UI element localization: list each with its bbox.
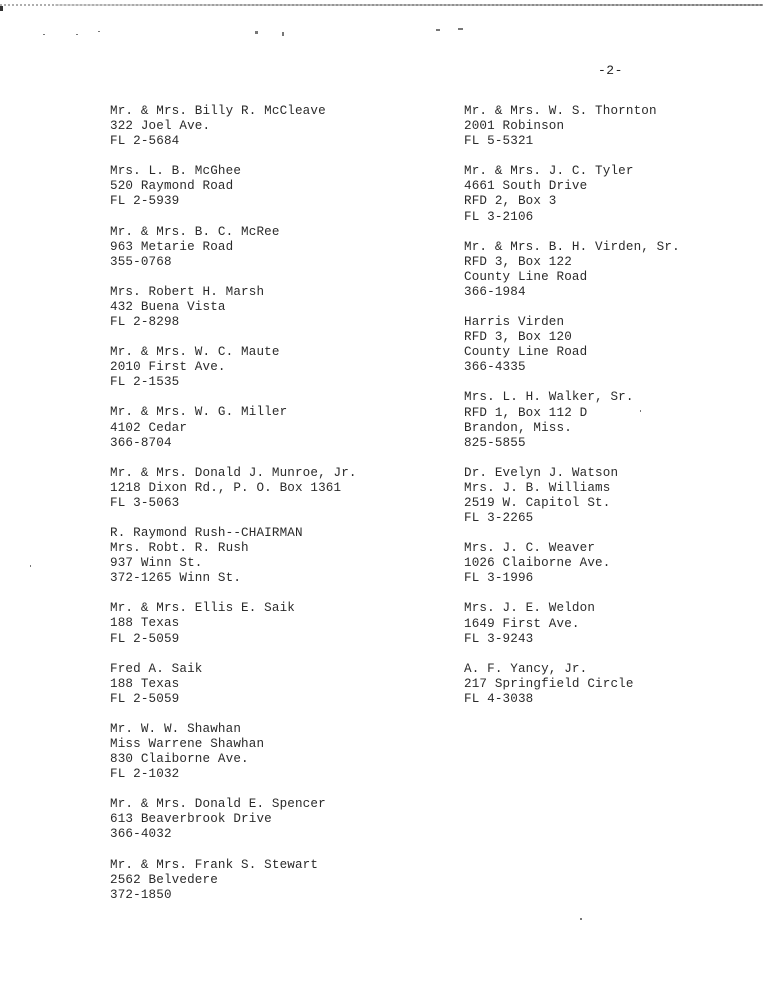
entry-address-line: RFD 3, Box 120: [464, 330, 572, 345]
entry-name: Harris Virden: [464, 315, 565, 330]
entry-phone: 366-4032: [110, 827, 172, 842]
entry-name: Dr. Evelyn J. Watson: [464, 465, 619, 480]
entry-name: A. F. Yancy, Jr.: [464, 661, 588, 676]
entry-address-line: 217 Springfield Circle: [464, 676, 634, 691]
directory-entry: [464, 104, 680, 149]
entry-name: Mr. & Mrs. B. H. Virden, Sr.: [464, 239, 680, 254]
scan-speck: [255, 31, 258, 34]
scan-speck: [580, 918, 582, 920]
entry-phone: FL 2-1535: [110, 375, 180, 390]
directory-entry: [464, 390, 680, 450]
entry-name: Mr. & Mrs. Billy R. McCleave: [110, 104, 326, 118]
entry-name: Mr. & Mrs. J. C. Tyler: [464, 164, 634, 179]
entry-phone: FL 3-2265: [464, 511, 534, 526]
directory-entry: [464, 466, 680, 526]
entry-name: Mr. & Mrs. Frank S. Stewart: [110, 857, 319, 872]
entry-name: Mr. & Mrs. W. G. Miller: [110, 405, 288, 420]
entry-address-line: County Line Road: [464, 345, 588, 360]
entry-phone: FL 3-9243: [464, 631, 534, 646]
entry-address-line: 1026 Claiborne Ave.: [464, 556, 611, 571]
directory-right-column: [464, 104, 680, 722]
entry-address-line: 520 Raymond Road: [110, 179, 234, 194]
entry-phone: FL 4-3038: [464, 691, 534, 706]
directory-entry: [110, 285, 357, 330]
entry-name: Mr. & Mrs. W. C. Maute: [110, 345, 280, 360]
entry-name: Mrs. Robert H. Marsh: [110, 284, 265, 299]
directory-entry: [110, 526, 357, 586]
page-number: -2-: [598, 63, 623, 78]
entry-phone: 355-0768: [110, 254, 172, 269]
entry-phone: FL 3-2106: [464, 209, 534, 224]
entry-address-line: Mrs. Robt. R. Rush: [110, 541, 249, 556]
directory-entry: [464, 315, 680, 375]
directory-entry: [110, 466, 357, 511]
scan-speck: [76, 34, 78, 35]
scan-speck: [43, 34, 45, 35]
entry-name: Mr. & Mrs. Ellis E. Saik: [110, 601, 295, 616]
directory-entry: [464, 601, 680, 646]
scan-speck: [98, 31, 100, 32]
entry-phone: FL 3-5063: [110, 495, 180, 510]
entry-phone: FL 2-5684: [110, 134, 180, 149]
directory-entry: [464, 662, 680, 707]
directory-entry: [110, 405, 357, 450]
entry-address-line: 188 Texas: [110, 616, 180, 631]
directory-entry: [110, 345, 357, 390]
directory-entry: [464, 164, 680, 224]
entry-name: Mrs. L. H. Walker, Sr.: [464, 390, 634, 405]
entry-address-line: Brandon, Miss.: [464, 420, 572, 435]
entry-name: Mrs. L. B. McGhee: [110, 164, 242, 179]
entry-address-line: 830 Claiborne Ave.: [110, 752, 249, 767]
entry-name: Mrs. J. E. Weldon: [464, 601, 596, 616]
entry-name: R. Raymond Rush--CHAIRMAN: [110, 525, 303, 540]
directory-entry: [110, 164, 357, 209]
entry-address-line: 1649 First Ave.: [464, 616, 580, 631]
entry-name: Mr. & Mrs. B. C. McRee: [110, 224, 280, 239]
directory-entry: [464, 541, 680, 586]
directory-left-column: [110, 104, 357, 918]
entry-phone: 372-1265 Winn St.: [110, 571, 242, 586]
entry-phone: 366-8704: [110, 435, 172, 450]
entry-phone: FL 5-5321: [464, 134, 534, 149]
entry-phone: FL 2-5059: [110, 691, 180, 706]
entry-phone: 366-1984: [464, 284, 526, 299]
entry-name: Mr. & Mrs. W. S. Thornton: [464, 104, 657, 118]
entry-address-line: 963 Metarie Road: [110, 239, 234, 254]
entry-name: Fred A. Saik: [110, 661, 203, 676]
entry-address-line: 2519 W. Capitol St.: [464, 495, 611, 510]
entry-address-line: RFD 3, Box 122: [464, 254, 572, 269]
entry-phone: FL 3-1996: [464, 571, 534, 586]
directory-entry: [110, 601, 357, 646]
directory-entry: [110, 104, 357, 149]
entry-address-line: 2562 Belvedere: [110, 872, 218, 887]
entry-phone: FL 2-5939: [110, 194, 180, 209]
entry-phone: FL 2-8298: [110, 315, 180, 330]
entry-address-line: RFD 2, Box 3: [464, 194, 557, 209]
entry-address-line: Miss Warrene Shawhan: [110, 737, 265, 751]
entry-name: Mr. W. W. Shawhan: [110, 721, 242, 736]
entry-name: Mr. & Mrs. Donald E. Spencer: [110, 797, 326, 812]
entry-name: Mr. & Mrs. Donald J. Munroe, Jr.: [110, 465, 357, 480]
directory-entry: [110, 662, 357, 707]
directory-entry: [110, 797, 357, 842]
entry-phone: FL 2-1032: [110, 767, 180, 782]
entry-phone: 372-1850: [110, 887, 172, 902]
entry-phone: FL 2-5059: [110, 631, 180, 646]
scan-speck: [436, 29, 440, 31]
entry-address-line: RFD 1, Box 112 D: [464, 405, 588, 420]
entry-address-line: 4102 Cedar: [110, 420, 188, 435]
scan-speck: [282, 32, 284, 36]
directory-entry: [110, 858, 357, 903]
entry-phone: 366-4335: [464, 360, 526, 375]
entry-address-line: 4661 South Drive: [464, 179, 588, 194]
entry-name: Mrs. J. C. Weaver: [464, 541, 596, 556]
directory-entry: [110, 225, 357, 270]
scan-speck: [30, 565, 31, 567]
entry-address-line: 1218 Dixon Rd., P. O. Box 1361: [110, 480, 342, 495]
entry-address-line: 613 Beaverbrook Drive: [110, 812, 272, 827]
scan-top-edge-shadow: [55, 4, 763, 6]
scan-speck: [458, 28, 463, 30]
entry-address-line: 937 Winn St.: [110, 556, 203, 571]
directory-entry: [464, 240, 680, 300]
entry-address-line: Mrs. J. B. Williams: [464, 480, 611, 495]
entry-address-line: 188 Texas: [110, 676, 180, 691]
scan-corner-mark: [0, 6, 3, 11]
entry-address-line: County Line Road: [464, 269, 588, 284]
entry-phone: 825-5855: [464, 435, 526, 450]
entry-address-line: 2001 Robinson: [464, 119, 565, 134]
entry-address-line: 322 Joel Ave.: [110, 119, 211, 134]
entry-address-line: 432 Buena Vista: [110, 299, 226, 314]
directory-entry: [110, 722, 357, 782]
entry-address-line: 2010 First Ave.: [110, 360, 226, 375]
